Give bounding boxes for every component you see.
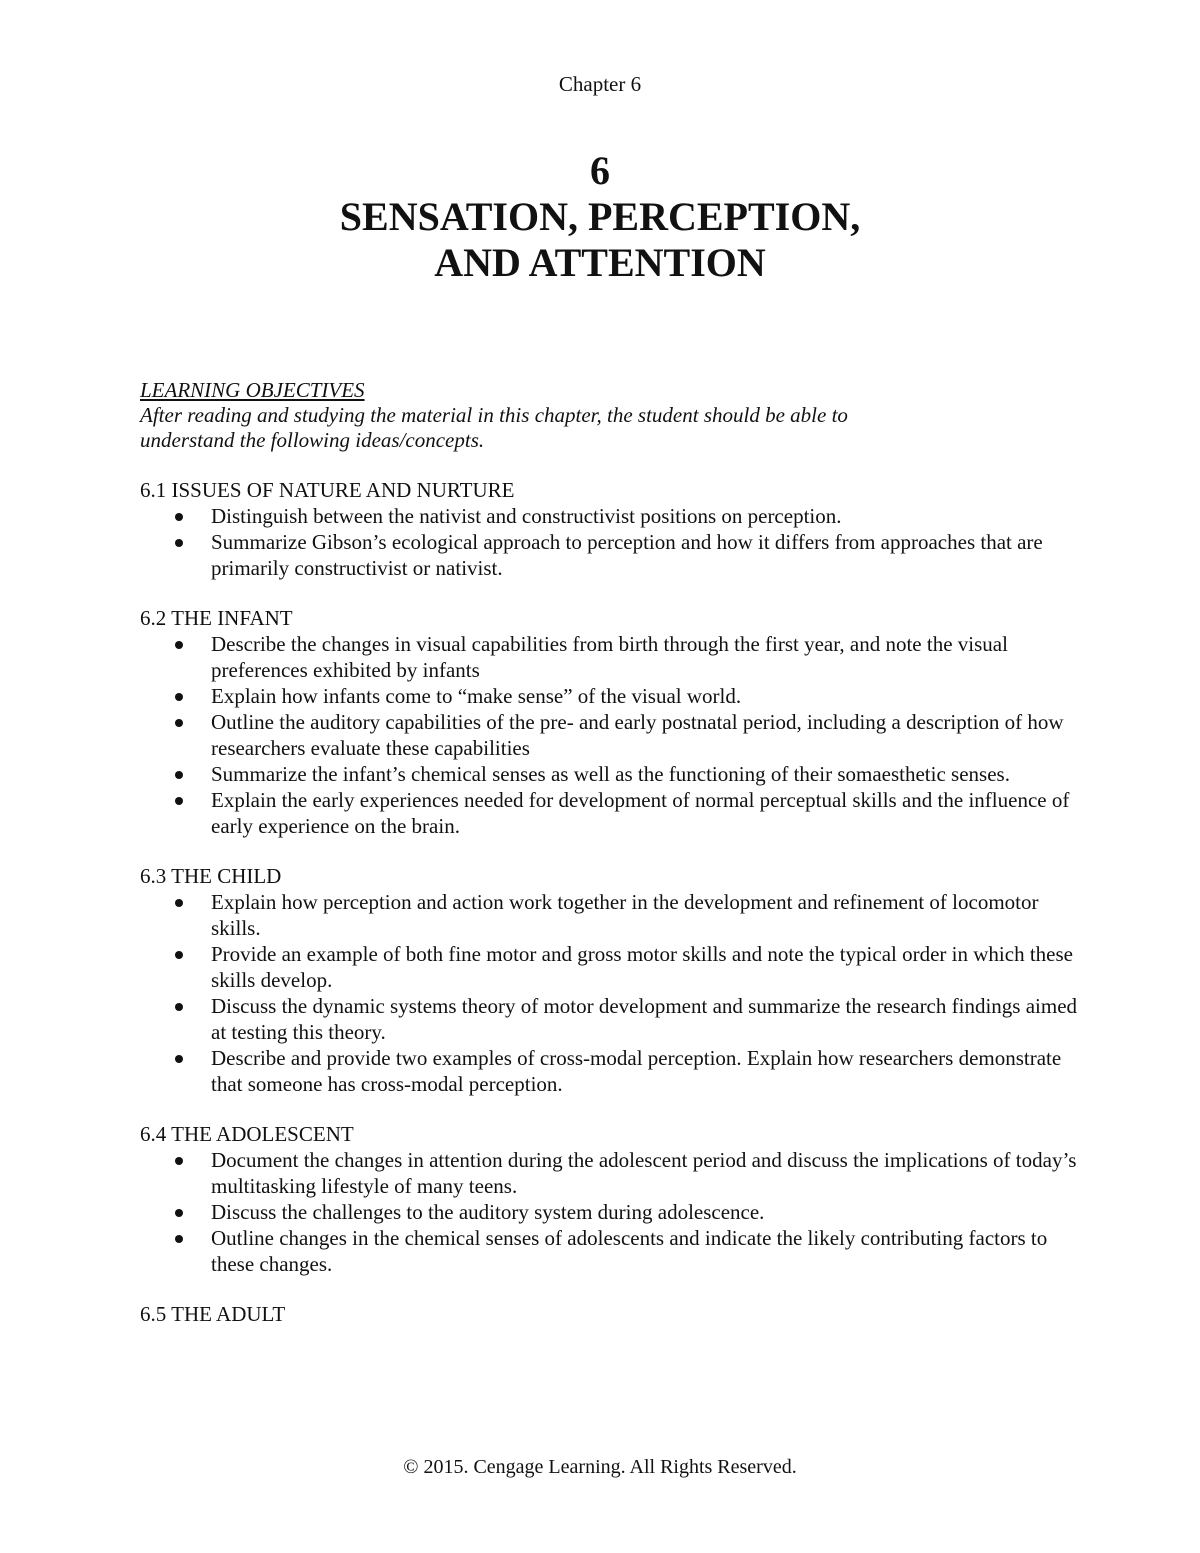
section-6-3	[140, 863, 1080, 1097]
list-item	[140, 631, 1080, 683]
section-6-2	[140, 605, 1080, 839]
list-item-text: Summarize the infant’s chemical senses as well as the functioning of their somaesthetic senses.	[211, 762, 1010, 786]
bullet-list	[140, 631, 1080, 839]
objectives-intro-line-1: After reading and studying the material in this chapter, the student should be able to	[140, 403, 848, 427]
bullet-icon	[175, 719, 183, 727]
bullet-icon	[175, 539, 183, 547]
bullet-list	[140, 503, 1080, 581]
list-item-text: Distinguish between the nativist and constructivist positions on perception.	[211, 504, 842, 528]
list-item-text: Provide an example of both fine motor and gross motor skills and note the typical order in which these skills develop.	[211, 942, 1073, 992]
list-item	[140, 683, 1080, 709]
list-item-text: Explain how infants come to “make sense” of the visual world.	[211, 684, 742, 708]
list-item	[140, 1199, 1080, 1225]
list-item	[140, 889, 1080, 941]
bullet-icon	[175, 951, 183, 959]
section-6-4	[140, 1121, 1080, 1277]
bullet-icon	[175, 1003, 183, 1011]
list-item	[140, 1225, 1080, 1277]
list-item-text: Discuss the dynamic systems theory of motor development and summarize the research findings aimed at testing this theory.	[211, 994, 1078, 1044]
objectives-heading: LEARNING OBJECTIVES	[140, 378, 365, 402]
chapter-title	[0, 148, 1200, 286]
bullet-list	[140, 1147, 1080, 1277]
list-item-text: Describe the changes in visual capabilities from birth through the first year, and note the visual preferences exhibited by infants	[211, 632, 1008, 682]
chapter-title-line-1: SENSATION, PERCEPTION,	[339, 194, 861, 239]
list-item	[140, 709, 1080, 761]
list-item-text: Outline the auditory capabilities of the pre- and early postnatal period, including a description of how researchers evaluate these capabilities	[211, 710, 1064, 760]
section-6-5	[140, 1301, 1080, 1327]
bullet-icon	[175, 693, 183, 701]
list-item-text: Explain how perception and action work together in the development and refinement of locomotor skills.	[211, 890, 1039, 940]
section-title: 6.3 THE CHILD	[140, 864, 282, 888]
section-title: 6.2 THE INFANT	[140, 606, 293, 630]
section-title: 6.5 THE ADULT	[140, 1302, 286, 1326]
bullet-icon	[175, 641, 183, 649]
page-header: Chapter 6	[558, 72, 642, 96]
list-item	[140, 787, 1080, 839]
list-item	[140, 1147, 1080, 1199]
list-item-text: Explain the early experiences needed for development of normal perceptual skills and the influence of early experience on the brain.	[211, 788, 1070, 838]
section-6-1	[140, 477, 1080, 581]
chapter-number: 6	[590, 148, 610, 193]
learning-objectives	[140, 378, 1080, 1327]
chapter-title-line-2: AND ATTENTION	[434, 240, 766, 285]
bullet-icon	[175, 771, 183, 779]
section-title: 6.4 THE ADOLESCENT	[140, 1122, 354, 1146]
objectives-intro-line-2: understand the following ideas/concepts.	[140, 428, 485, 452]
bullet-icon	[175, 1209, 183, 1217]
bullet-icon	[175, 797, 183, 805]
list-item-text: Outline changes in the chemical senses of adolescents and indicate the likely contributing factors to these changes.	[211, 1226, 1048, 1276]
list-item	[140, 1045, 1080, 1097]
list-item-text: Summarize Gibson’s ecological approach to perception and how it differs from approaches that are primarily constructivist or nativist.	[211, 530, 1043, 580]
bullet-icon	[175, 513, 183, 521]
bullet-icon	[175, 1055, 183, 1063]
section-title: 6.1 ISSUES OF NATURE AND NURTURE	[140, 478, 515, 502]
bullet-icon	[175, 1157, 183, 1165]
list-item	[140, 993, 1080, 1045]
list-item	[140, 529, 1080, 581]
list-item	[140, 761, 1080, 787]
bullet-icon	[175, 1235, 183, 1243]
bullet-icon	[175, 899, 183, 907]
page-footer: © 2015. Cengage Learning. All Rights Reserved.	[403, 1456, 797, 1478]
list-item	[140, 503, 1080, 529]
bullet-list	[140, 889, 1080, 1097]
list-item-text: Document the changes in attention during the adolescent period and discuss the implications of today’s multitasking lifestyle of many teens.	[211, 1148, 1077, 1198]
list-item-text: Discuss the challenges to the auditory system during adolescence.	[211, 1200, 765, 1224]
list-item-text: Describe and provide two examples of cross-modal perception. Explain how researchers demonstrate that someone has cross-modal perception.	[211, 1046, 1062, 1096]
list-item	[140, 941, 1080, 993]
